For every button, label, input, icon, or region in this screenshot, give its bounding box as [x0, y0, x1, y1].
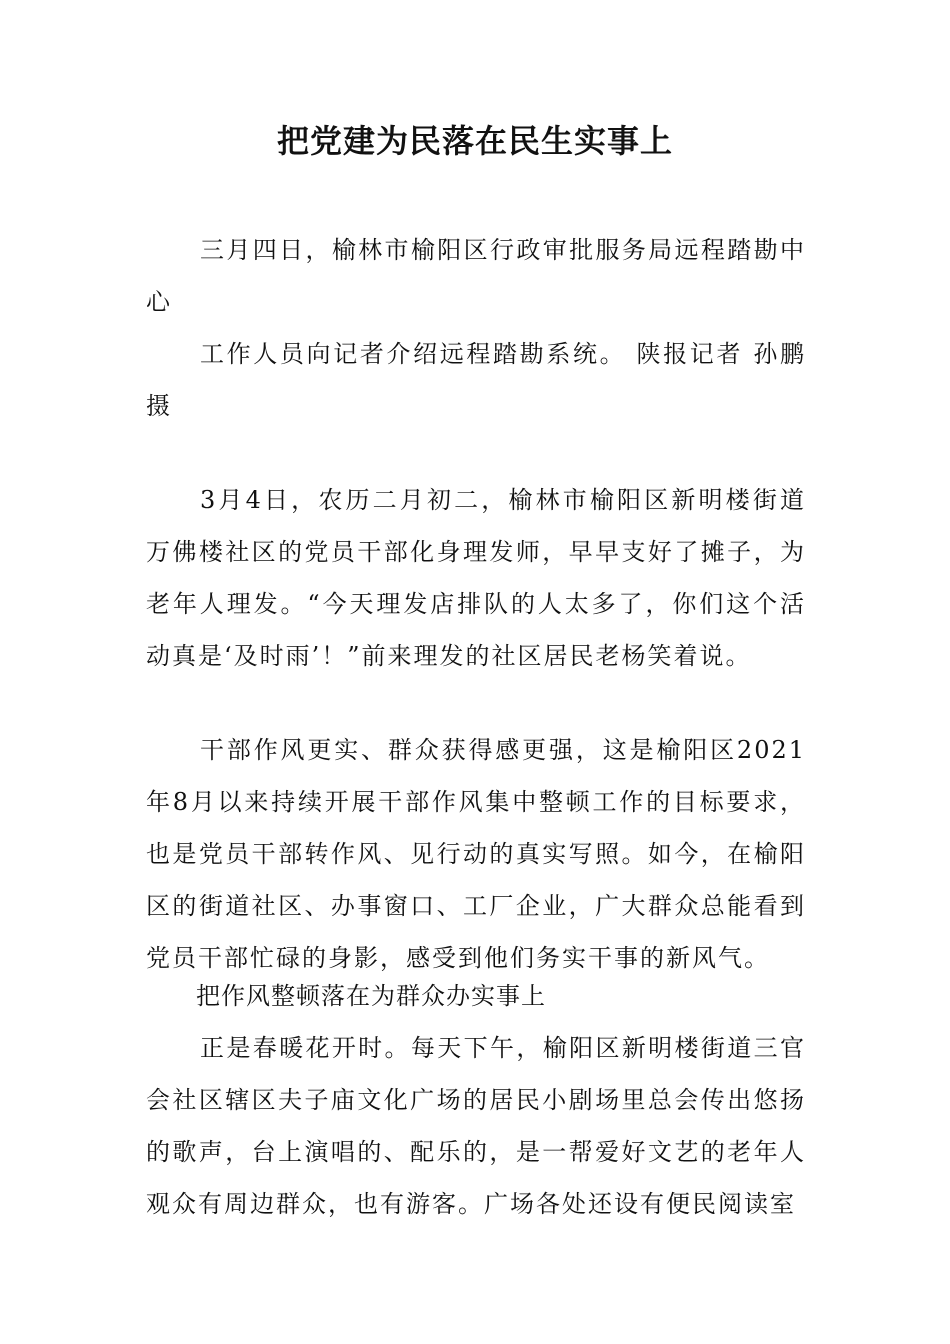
paragraph-3: 正是春暖花开时。每天下午，榆阳区新明楼街道三官会社区辖区夫子庙文化广场的居民小剧场里总会传出悠扬的歌声，台上演唱的、配乐的，是一帮爱好文艺的老年人观众有周边群众，也有游客。广场各处还设有便民阅读室 — [146, 1034, 806, 1218]
paragraph-2: 干部作风更实、群众获得感更强，这是榆阳区2021年8月以来持续开展干部作风集中整顿工作的目标要求，也是党员干部转作风、见行动的真实写照。如今，在榆阳区的街道社区、办事窗口、工厂企业，广大群众总能看到党员干部忙碌的身影，感受到他们务实干事的新风气。 — [146, 736, 806, 972]
photo-caption-line-1: 三月四日，榆林市榆阳区行政审批服务局远程踏勘中心 — [146, 236, 806, 316]
section-subheading: 把作风整顿落在为群众办实事上 — [196, 982, 546, 1010]
photo-caption-line-2: 工作人员向记者介绍远程踏勘系统。 陕报记者 孙鹏摄 — [146, 340, 806, 420]
paragraph-1: 3月4日，农历二月初二，榆林市榆阳区新明楼街道万佛楼社区的党员干部化身理发师，早早支好了摊子，为老年人理发。“今天理发店排队的人太多了，你们这个活动真是‘及时雨’！”前来理发的社区居民老杨笑着说。 — [146, 486, 806, 670]
document-title: 把党建为民落在民生实事上 — [276, 122, 673, 160]
